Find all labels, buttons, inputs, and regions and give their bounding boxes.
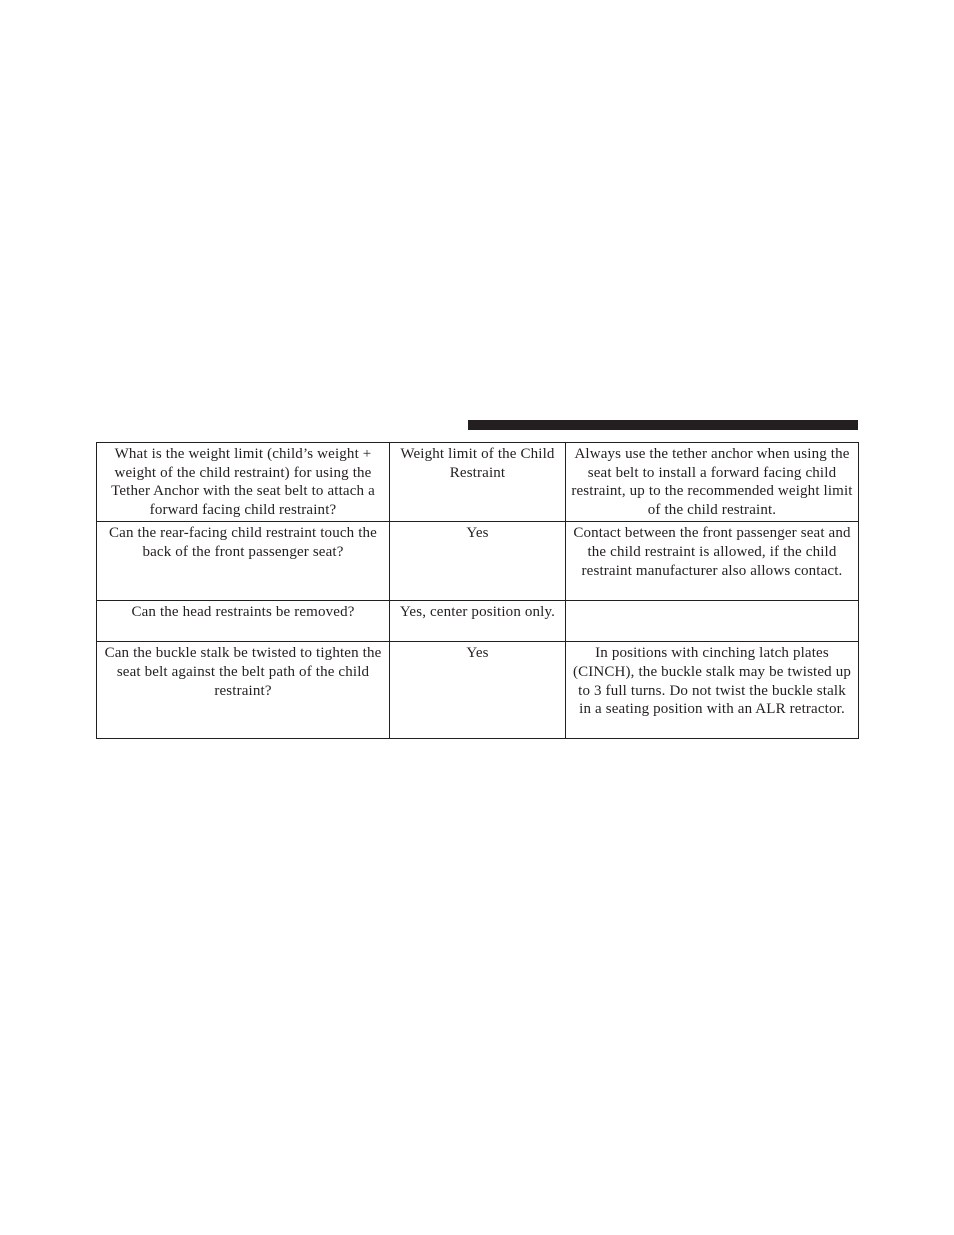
table-row (97, 522, 859, 601)
notes-cell: In positions with cinching latch plates (CINCH), the buckle stalk may be twisted up to 3 full turns. Do not twist the buckle stalk in a seating position with an ALR retractor. (566, 642, 859, 739)
answer-cell: Yes (390, 522, 566, 601)
notes-cell: Contact between the front passenger seat and the child restraint is allowed, if the child restraint manufacturer also allows contact. (566, 522, 859, 601)
table-row (97, 443, 859, 522)
question-cell: Can the buckle stalk be twisted to tighten the seat belt against the belt path of the child restraint? (97, 642, 390, 739)
notes-cell: Always use the tether anchor when using the seat belt to install a forward facing child restraint, up to the recommended weight limit of the child restraint. (566, 443, 859, 522)
question-cell: Can the head restraints be removed? (97, 601, 390, 642)
question-cell: Can the rear-facing child restraint touch the back of the front passenger seat? (97, 522, 390, 601)
table-row (97, 642, 859, 739)
question-cell: What is the weight limit (child’s weight + weight of the child restraint) for using the Tether Anchor with the seat belt to attach a forward facing child restraint? (97, 443, 390, 522)
section-header-bar (468, 420, 858, 430)
notes-cell (566, 601, 859, 642)
child-restraint-faq-table (96, 442, 859, 739)
answer-cell: Weight limit of the Child Restraint (390, 443, 566, 522)
answer-cell: Yes (390, 642, 566, 739)
table-row (97, 601, 859, 642)
answer-cell: Yes, center position only. (390, 601, 566, 642)
